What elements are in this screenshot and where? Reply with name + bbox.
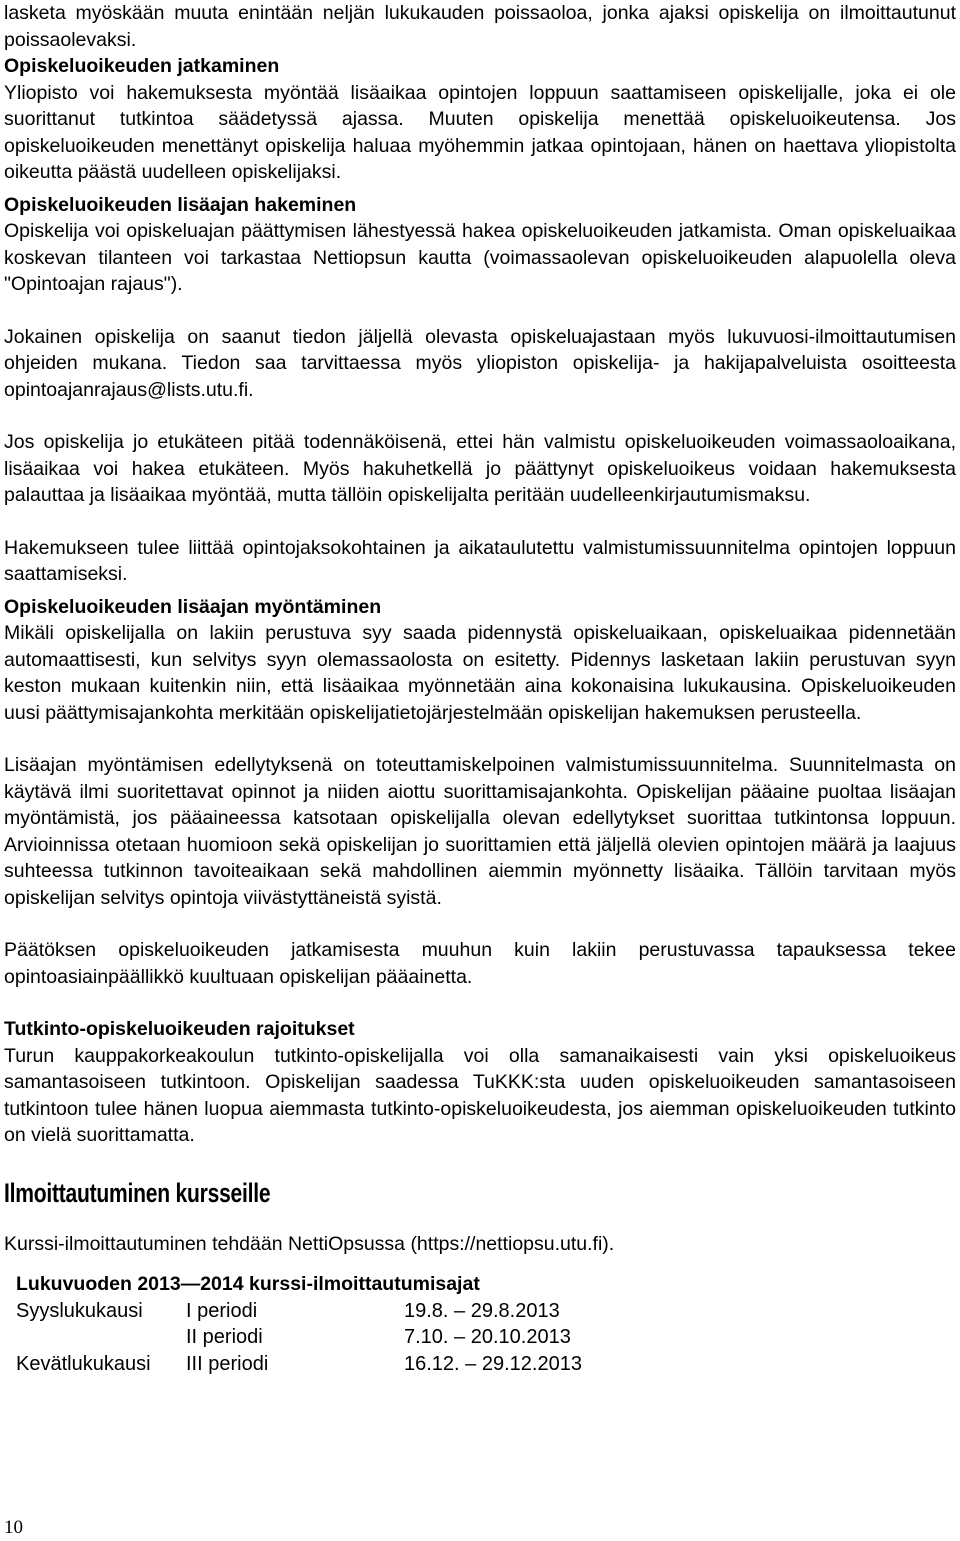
page-title-ilmoittautuminen: Ilmoittautuminen kursseille [4,1177,271,1208]
table-row [16,1351,582,1378]
section-heading-hakeminen: Opiskeluoikeuden lisäajan hakeminen [4,193,357,216]
paragraph: Päätöksen opiskeluoikeuden jatkamisesta muuhun kuin lakiin perustuvassa tapauksessa tekee opintoasiainpäällikkö kuultuaan opiskelijan pääainetta. [4,939,956,988]
period-cell: III periodi [186,1352,269,1375]
section-heading-rajoitukset: Tutkinto-opiskeluoikeuden rajoitukset [4,1018,355,1040]
schedule-title: Lukuvuoden 2013—2014 kurssi-ilmoittautumisajat [16,1273,480,1295]
dates-cell: 16.12. – 29.12.2013 [404,1352,582,1375]
dates-cell: 7.10. – 20.10.2013 [404,1326,571,1348]
paragraph: Jos opiskelija jo etukäteen pitää todennäköisenä, ettei hän valmistu opiskeluoikeuden voimassaoloaikana, lisäaikaa voi hakea etukäteen. Myös hakuhetkellä jo päättynyt opiskeluoikeus voidaan hakemuksesta palauttaa ja lisäaikaa myöntää, mutta tällöin opiskelijalta peritään uudelleenkirjautumismaksu. [4,431,956,506]
term-cell: Kevätlukukausi [16,1352,151,1375]
schedule-table [16,1298,582,1378]
paragraph: Opiskelija voi opiskeluajan päättymisen lähestyessä hakea opiskeluoikeuden jatkamista. Oman opiskeluaikaa koskevan tilanteen voi tarkastaa Nettiopsun kautta (voimassaolevan opiskeluoikeuden alapuolella oleva "Opintoajan rajaus"). [4,220,956,295]
intro-paragraph: lasketa myöskään muuta enintään neljän lukukauden poissaoloa, jonka ajaksi opiskelija on ilmoittautunut poissaolevaksi. [4,2,956,51]
paragraph: Turun kauppakorkeakoulun tutkinto-opiskelijalla voi olla samanaikaisesti vain yksi opiskeluoikeus samantasoiseen tutkintoon. Opiskelijan saadessa TuKKK:sta uuden opiskeluoikeuden samantasoiseen tutkintoon tulee hänen luopua aiemmasta tutkinto-opiskeluoikeudesta, jos aiemman opiskeluoikeuden tutkinto on vielä suorittamatta. [4,1044,956,1146]
dates-cell: 19.8. – 29.8.2013 [404,1299,560,1322]
paragraph: Yliopisto voi hakemuksesta myöntää lisäaikaa opintojen loppuun saattamiseen opiskelijalle, joka ei ole suorittanut tutkintoa säädetyssä ajassa. Muuten opiskelija menettää opiskeluoikeutensa. Jos opiskeluoikeuden menettänyt opiskelija haluaa myöhemmin jatkaa opintojaan, hänen on haettava yliopistolta oikeutta päästä uudelleen opiskelijaksi. [4,81,956,183]
table-row [16,1298,582,1325]
period-cell: II periodi [186,1326,263,1348]
paragraph: Mikäli opiskelijalla on lakiin perustuva syy saada pidennystä opiskeluaikaan, opiskeluaikaa pidennetään automaattisesti, kun selvitys syyn olemassaolosta on esitetty. Pidennys lasketaan lakiin perustuvan syyn keston mukaan kuitenkin niin, että lisäaikaa myönnetään aina kokonaisina lukukausina. Opiskeluoikeuden uusi päättymisajankohta merkitään opiskelijatietojärjestelmään opiskelijan hakemuksen perusteella. [4,622,956,724]
document-page [4,0,956,1377]
section-heading-jatkaminen: Opiskeluoikeuden jatkaminen [4,55,280,77]
table-row [16,1324,582,1351]
term-cell [16,1324,186,1351]
paragraph: Lisäajan myöntämisen edellytyksenä on toteuttamiskelpoinen valmistumissuunnitelma. Suunnitelmasta on käytävä ilmi suoritettavat opinnot ja niiden aiottu suorittamisajankohta. Opiskelijan pääaine puoltaa lisäajan myöntämistä, jos pääaineessa katsotaan opiskelijalla olevan edellytykset suorittaa tutkintonsa loppuun. Arvioinnissa otetaan huomioon sekä opiskelijan jo suorittamien että jäljellä olevien opintojen määrä ja laajuus suhteessa tutkinnon tavoiteaikaan sekä mahdollinen aiemmin myönnetty lisäaika. Tällöin tarvitaan myös opiskelijan selvitys opintoja viivästyttäneistä syistä. [4,754,956,909]
period-cell: I periodi [186,1299,258,1322]
paragraph: Hakemukseen tulee liittää opintojaksokohtainen ja aikataulutettu valmistumissuunnitelma opintojen loppuun saattamiseksi. [4,536,956,585]
section-heading-myontaminen: Opiskeluoikeuden lisäajan myöntäminen [4,595,382,618]
paragraph: Kurssi-ilmoittautuminen tehdään NettiOpsussa (https://nettiopsu.utu.fi). [4,1232,615,1255]
paragraph: Jokainen opiskelija on saanut tiedon jäljellä olevasta opiskeluajastaan myös lukuvuosi-ilmoittautumisen ohjeiden mukana. Tiedon saa tarvittaessa myös yliopiston opiskelija- ja hakijapalveluista osoitteesta opintoajanrajaus@lists.utu.fi. [4,325,956,401]
page-number: 10 [4,1517,23,1538]
term-cell: Syyslukukausi [16,1299,143,1322]
